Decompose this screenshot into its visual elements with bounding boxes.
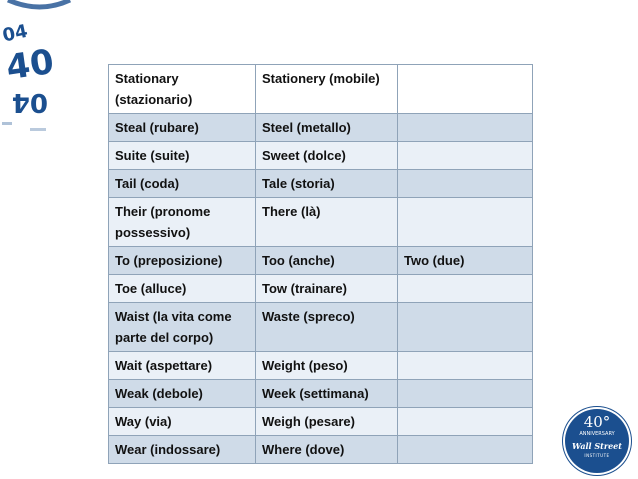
table-cell: Their (pronome possessivo) xyxy=(109,198,256,247)
table-cell: Weak (debole) xyxy=(109,380,256,408)
table-cell xyxy=(398,142,533,170)
table-row xyxy=(109,170,533,198)
table-cell: Too (anche) xyxy=(256,247,398,275)
table-cell: Tow (trainare) xyxy=(256,275,398,303)
logo-brand-name: Wall Street xyxy=(572,441,622,451)
table-cell xyxy=(398,275,533,303)
table-cell xyxy=(398,198,533,247)
table-cell: Stationary (stazionario) xyxy=(109,65,256,114)
table-cell: Tail (coda) xyxy=(109,170,256,198)
wall-street-institute-logo xyxy=(565,409,629,473)
deco-number-1: 04 xyxy=(0,20,30,47)
table-cell: Weigh (pesare) xyxy=(256,408,398,436)
table-cell xyxy=(398,380,533,408)
logo-institute-label: INSTITUTE xyxy=(584,453,610,458)
table-row xyxy=(109,380,533,408)
table-cell: Where (dove) xyxy=(256,436,398,464)
homophone-table xyxy=(108,64,533,464)
logo-anniversary-label: ANNIVERSARY xyxy=(579,431,615,437)
table-row xyxy=(109,198,533,247)
deco-number-2: 40 xyxy=(3,41,57,89)
table-cell xyxy=(398,170,533,198)
table-cell: Sweet (dolce) xyxy=(256,142,398,170)
table-cell: Steal (rubare) xyxy=(109,114,256,142)
table-row xyxy=(109,142,533,170)
table-row xyxy=(109,408,533,436)
table-cell: Steel (metallo) xyxy=(256,114,398,142)
table-cell xyxy=(398,114,533,142)
table-cell xyxy=(398,436,533,464)
table-cell: Wear (indossare) xyxy=(109,436,256,464)
deco-number-3: 04 xyxy=(11,87,48,117)
table-cell: Stationery (mobile) xyxy=(256,65,398,114)
table-cell: Suite (suite) xyxy=(109,142,256,170)
table-cell: Two (due) xyxy=(398,247,533,275)
table-cell: Toe (alluce) xyxy=(109,275,256,303)
table-cell: To (preposizione) xyxy=(109,247,256,275)
table-cell: Week (settimana) xyxy=(256,380,398,408)
table-cell xyxy=(398,352,533,380)
table-cell: Waste (spreco) xyxy=(256,303,398,352)
table-row xyxy=(109,114,533,142)
table-cell: Weight (peso) xyxy=(256,352,398,380)
table-cell xyxy=(398,408,533,436)
table-cell: Wait (aspettare) xyxy=(109,352,256,380)
decorative-numbers xyxy=(0,0,80,140)
table-cell xyxy=(398,65,533,114)
table-row xyxy=(109,303,533,352)
logo-anniversary-number: 40° xyxy=(583,413,611,431)
table-cell: Way (via) xyxy=(109,408,256,436)
table-row xyxy=(109,65,533,114)
table-row xyxy=(109,247,533,275)
table-cell: There (là) xyxy=(256,198,398,247)
table-cell: Waist (la vita come parte del corpo) xyxy=(109,303,256,352)
table-row xyxy=(109,275,533,303)
table-row xyxy=(109,436,533,464)
table-cell: Tale (storia) xyxy=(256,170,398,198)
table-row xyxy=(109,352,533,380)
table-cell xyxy=(398,303,533,352)
